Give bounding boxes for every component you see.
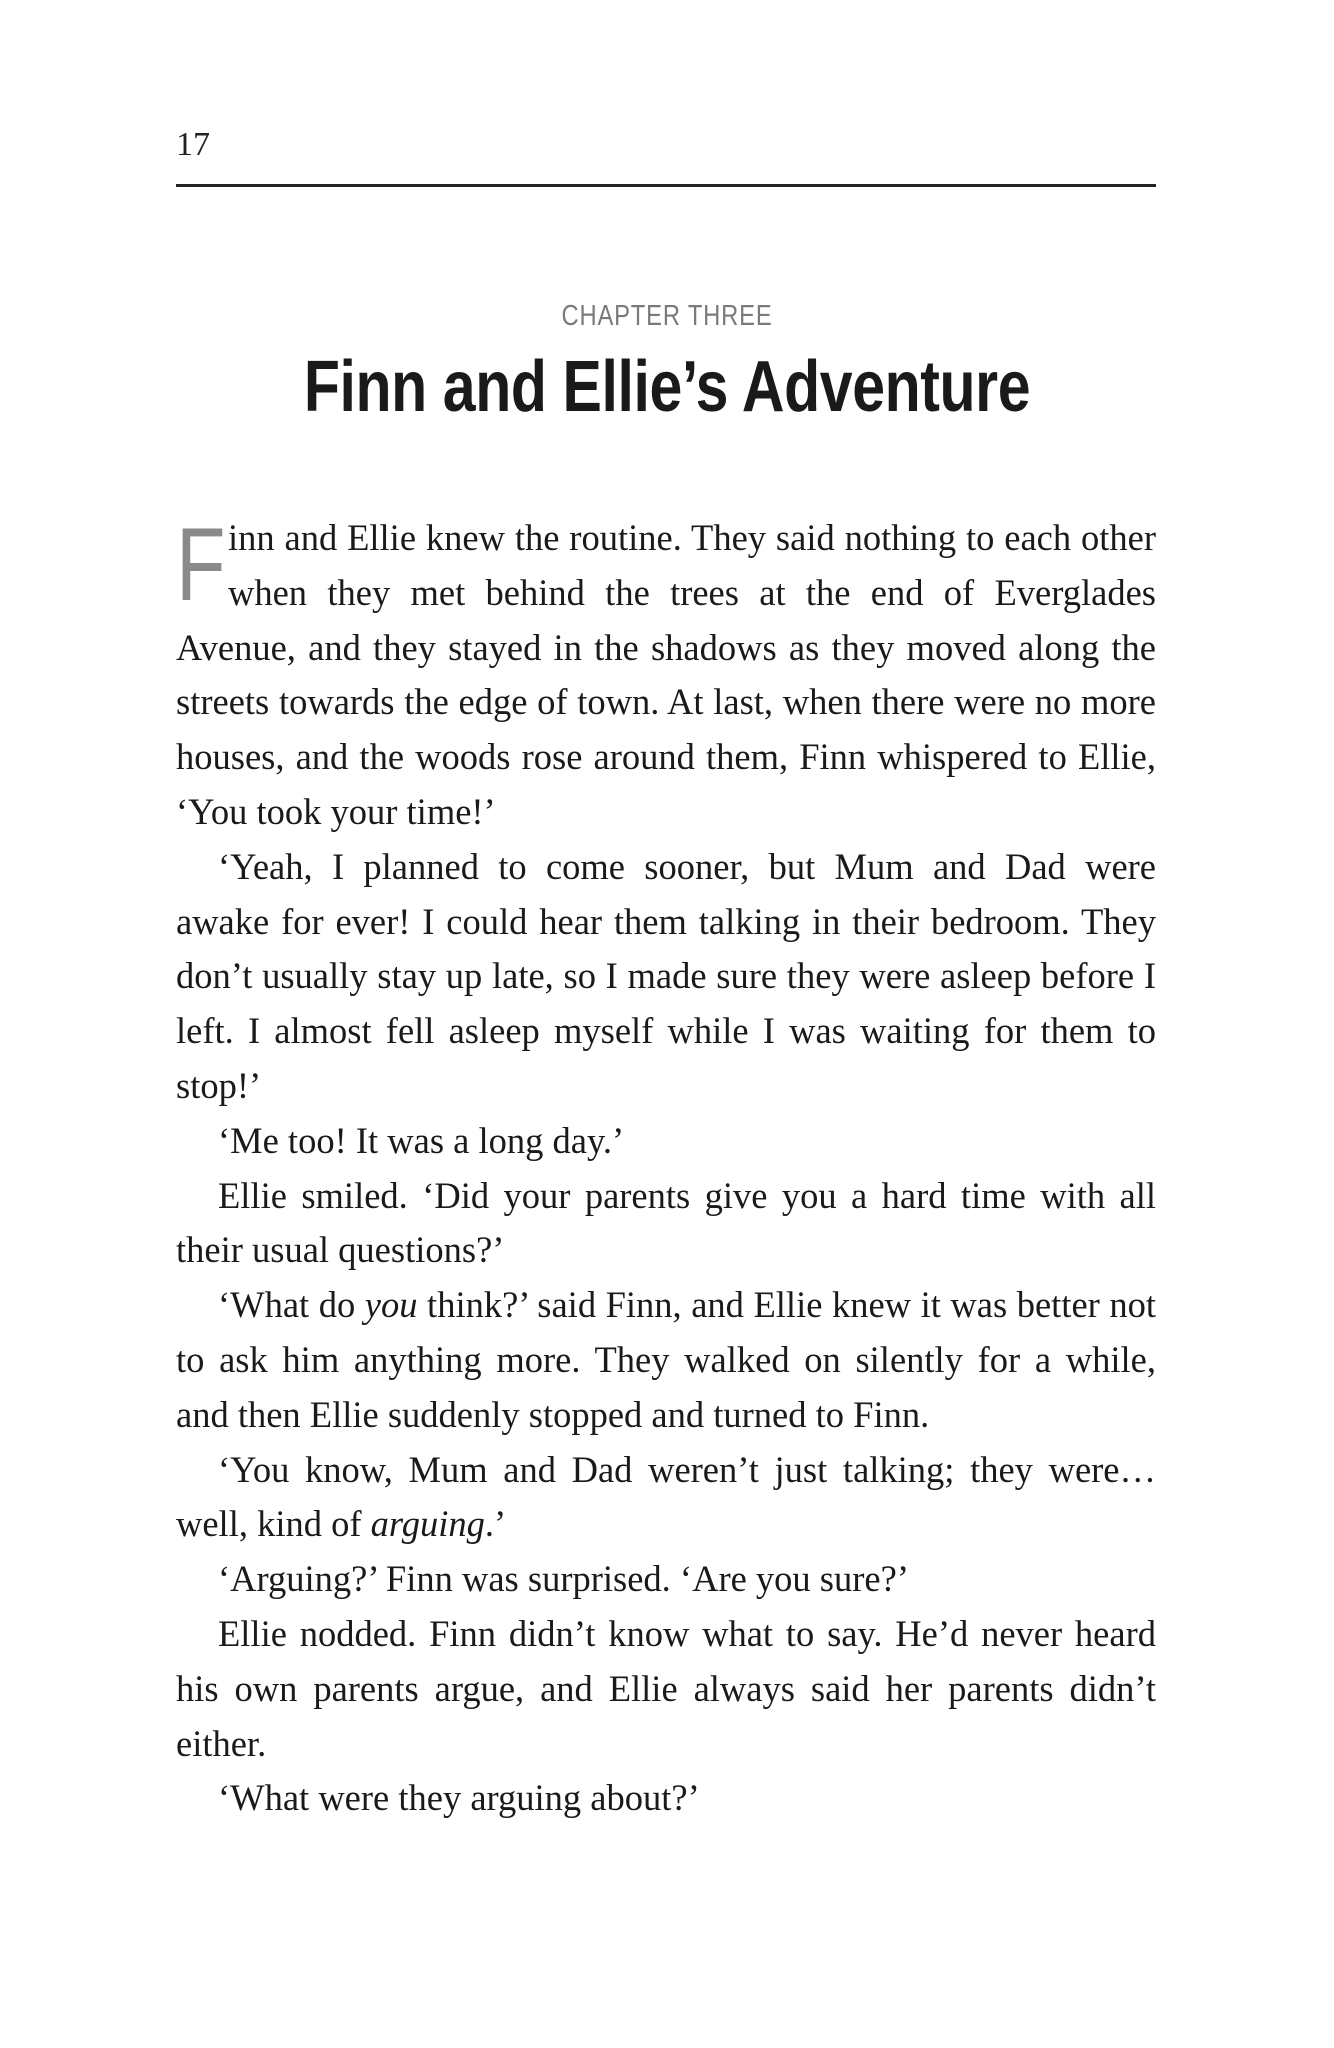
paragraph-4: Ellie smiled. ‘Did your parents give you a hard time with all their usual questions?’ — [176, 1174, 1156, 1271]
paragraph-6-text-b: .’ — [484, 1503, 507, 1545]
paragraph-6-emphasis: arguing — [370, 1503, 485, 1545]
paragraph-5-text-a: ‘What do — [218, 1284, 365, 1326]
chapter-label: CHAPTER THREE — [561, 300, 773, 332]
paragraph-5 — [176, 1278, 1156, 1442]
paragraph-5-emphasis: you — [364, 1284, 418, 1326]
paragraph-3: ‘Me too! It was a long day.’ — [218, 1119, 625, 1161]
paragraph-8: Ellie nodded. Finn didn’t know what to say. He’d never heard his own parents argue, and Ellie always said her parents didn’t either. — [176, 1612, 1156, 1764]
paragraph-6 — [176, 1443, 1156, 1553]
paragraph-7: ‘Arguing?’ Finn was surprised. ‘Are you sure?’ — [218, 1558, 909, 1600]
paragraph-5-text-b: think?’ said Finn, and Ellie knew it was better not to ask him anything more. They walked on silently for a while, and then Ellie suddenly stopped and turned to Finn. — [176, 1284, 1156, 1435]
paragraph-1 — [176, 507, 1156, 840]
chapter-title: Finn and Ellie’s Adventure — [303, 347, 1031, 427]
paragraph-9: ‘What were they arguing about?’ — [218, 1777, 700, 1819]
paragraph-2: ‘Yeah, I planned to come sooner, but Mum and Dad were awake for ever! I could hear them talking in their bedroom. They don’t usually stay up late, so I made sure they were asleep before I left. I almost fell asleep myself while I was waiting for them to stop!’ — [176, 845, 1156, 1106]
body-text — [176, 507, 1156, 1826]
paragraph-6-text-a: ‘You know, Mum and Dad weren’t just talking; they were… well, kind of — [176, 1448, 1156, 1545]
paragraph-1-text: inn and Ellie knew the routine. They said nothing to each other when they met behind the trees at the end of Everglades Avenue, and they stayed in the shadows as they moved along the streets towards the edge of town. At last, when there were no more houses, and the woods rose around them, Finn whispered to Ellie, ‘You took your time!’ — [176, 517, 1156, 832]
header-rule — [176, 184, 1156, 187]
drop-cap: F — [176, 507, 226, 623]
page-number: 17 — [176, 126, 210, 163]
